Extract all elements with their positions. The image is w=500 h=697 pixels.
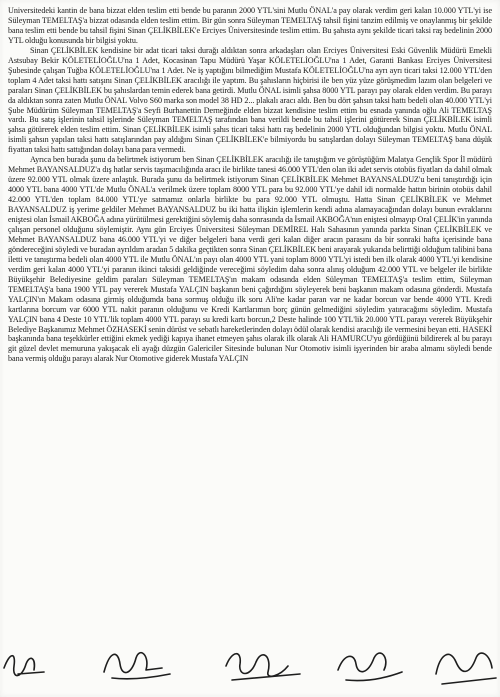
signature-1 — [4, 656, 44, 676]
paragraph-1: Universitedeki kantin de bana bizzat elden teslim etti bende bu paranın 2000 YTL'sini Mutlu ÖNAL'a pay olarak verdim geri kalan 10.000 YTL'yi ise Süleyman TEMELTAŞ'a bizzat odasında elden teslim ettim. Bir gün sonra Süleyman TEMELTAŞ tahsil fişini tanzim edilmiş ve onaylanmış bir şekilde bana teslim etti bende bu tahsil fişini Sinan ÇELİKBİLEK'e Erciyes Üniversitesinde teslim ettim. Bu şahısta aynı şekilde ticari taksi raş bedelinin 2000 YTL olduğu konusunda bir bilgisi yoktu. — [8, 6, 492, 45]
signature-5 — [436, 653, 496, 684]
paragraph-3: Ayrıca ben burada şunu da belirtmek istiyorum ben Sinan ÇELİKBİLEK aracılığı ile tanıştığım ve görüştüğüm Malatya Gençlik Spor İl müdürü Mehmet BAYANSALDUZ'a dış hatlar servis taşımacılığında aracı ile birlikte tanesi 46.000 YTL'den olan iki adet servis otobüs fiyatları da dahil olmak üzere 92.000 YTL olmak üzere anlaştık. Burada şunu da belirtmek istiyorum Sinan ÇELİKBİLEK Mehmet BAYANSALDUZ'u beni tanıştırdığı için 4000 YTL bana 4000 YTL'de Mutlu ÖNAL'a verilmek üzere toplam 8000 YTL para bu 92.000 YTL'ye dahil idi normalde hattın birinin otobüs dahil 42.000 YTL'den toplam 84.000 YTL'ye satmamız onlarla birlikte bu para 92.000 YTL olmuştu. Hatta Sinan ÇELİKBİLEK ve Mehmet BAYANSALDUZ iş yerime geldiler Mehmet BAYANSALDUZ bu iki hatta ilişkin işlemlerin kendi adına alamayacağından dolayı bunun evraklarını eniştesi olan İsmail AKBOĞA adına yürütülmesi gerektiğini söylemiş daha sonrasında da İsmail AKBOĞA'nın eniştesi olmayıp Oral ÇELİK'in yanında çalışan personel olduğunu söylemiştir. Aynı gün Erciyes Üniversitesi Süleyman DEMİREL Halı Sahasının yanında parkta Sinan ÇELİKBİLEK ve Mehmet BAYANSALDUZ bana 46.000 YTL'yi ve diğer belgeleri bana verdi geri kalan diğer aracın parasını da bir sonraki hafta içerisinde bana göndereceğini söyledi ve buradan ayrıldım aradan 5 dakika geçtikten sonra Sinan ÇELİKBİLEK beni arayarak yukarıda belirttiği olduğum talibini bana iletti ve tanıştırma bedeli olan 4000 YTL ile Mutlu ÖNAL'ın payı olan 4000 YTL yani toplam 8000 YTL'yi istedi ben ilk olarak 4000 YTL'yi kendisine verdim geri kalan 4000 YTL'yi paranın ikinci taksidi geldiğinde vereceğimi söyledim daha sonra alınış olduğum 42.000 YTL ve belgeler ile birlikte Büyükşehir Belediyesine geldim paraları Süleyman TEMELTAŞ'ın makam odasında elden Süleyman TEMELTAŞ'a teslim ettim, Süleyman TEMELTAŞ'a bana 1900 YTL pay vererek Mustafa YALÇIN başkanın beni çağırdığını söyleyerek beni başkanın makam odasına gönderdi. Mustafa YALÇIN'ın Makam odasına girmiş olduğumda bana sormuş olduğu ilk soru Ali'ne kadar paran var ne kadar borcun var bende 4000 YTL Kredi kartlarına borcum var 6000 YTL nakit paranın olduğunu ve Kredi Kartlarımın borç günün gelmediğini söyledim yatıracağımı söyledim. Mustafa YALÇIN bana 4 Deste 10 YTL'lik toplam 4000 YTL parayı su kredi kartı borcun,2 Deste halinde 100 YTL'lik 20.000 YTL parayı vererek Büyükşehir Belediye Başkanımız Mehmet ÖZHASEKİ senin dürüst ve sebatlı hareketlerinden dolayı ödül olarak kendisi aracılığı ile vermesini beyan etti. HASEKİ başkanında bana teşekkürler ettiğini ekmek yediği kapıya ihanet etmeyen şahıs olarak ilk olarak Ali HAMURCU'yu gördüğünü bildirerek al bu parayı git güzel devlet memuruna yakışacak eli ayağı düzgün Galericiler Sitesinde bulunan Nur Otomotiv isimli işyerinden bir araba almamı söyledi bende bana vermiş olduğu parayı alarak Nur Otomotive giderek Mustafa YALÇIN — [8, 155, 492, 364]
signatures-image — [0, 628, 500, 697]
signature-2 — [104, 653, 170, 679]
signature-3 — [226, 654, 300, 680]
signature-4 — [338, 653, 402, 680]
paragraph-2: Sinan ÇELİKBİLEK kendisine bir adat ticari taksi durağı aldıktan sonra arkadaşları olan Erciyes Üniversitesi Eski Güvenlik Müdürü Emekli Astsubay Bekir KÖLETELİOĞLU'na 1 Adet, Kocasinan Tapu Müdürü Yaşar KÖLETELİOĞLU'na 1 Adet, Garanti Bankası Erciyes Üniversitesi Şubesinde çalışan Tuğba KÖLETELİOĞLU'na 1 Adet. Ne iş yaptığını bilmediğim Mustafa KÖLETELİOĞLU'na ayrı ayrı ticari taksi 12.000 YTL'den toplam 4 Adet taksi hattı satışını Sinan ÇELİKBİLEK aracılığı ile yaptım. Bu şahısların hiçbirisi ile ben yüz yüze görüşmedim lazım olan belgeleri ve paraları Sinan ÇELİKBİLEK bu şahıslardan temin ederek bana getirdi. Mutlu ÖNAL isimli şahsa 8000 YTL parayı pay olarak elden verdim. Bu parayı da aldıktan sonra zaten Mutlu ÖNAL Volvo S60 marka son model 38 HD 2... plakalı aracı aldı. Ben bu dört şahsın taksi hattı bedeli olan 40.000 YTL'yi Şube Müdürüm Süleyman TEMELTAŞ'a Seyfi Burhanettin Derneğinde elden bizzat kendisine teslim ettim bu esnada yanında oğlu Ali TEMELTAŞ vardı. Bu satış işlerinin tahsil işlerinde Süleyman TEMELTAŞ tarafından bana verildi bende bu tahsil işlerini götürerek Sinan ÇELİKBİLEK isimli şahsa götürerek elden teslim ettim. Sinan ÇELİKBİLEK isimli şahıs ticari taksi hattı raş bedelinin 2000 YTL olduğundan bilgisi yoktu. Mutlu ÖNAL isimli şahsın yapılan taksi hattı satışlarından pay aldığını Sinan ÇELİKBİLEK'e bilmiyordu bu satışlardan dolayı Süleyman TEMELTAŞ bana düşük fiyattan taksi hattı sattığından dolayı bana para vermedi. — [8, 45, 492, 155]
statement-body — [8, 6, 492, 364]
signature-area — [0, 628, 500, 697]
